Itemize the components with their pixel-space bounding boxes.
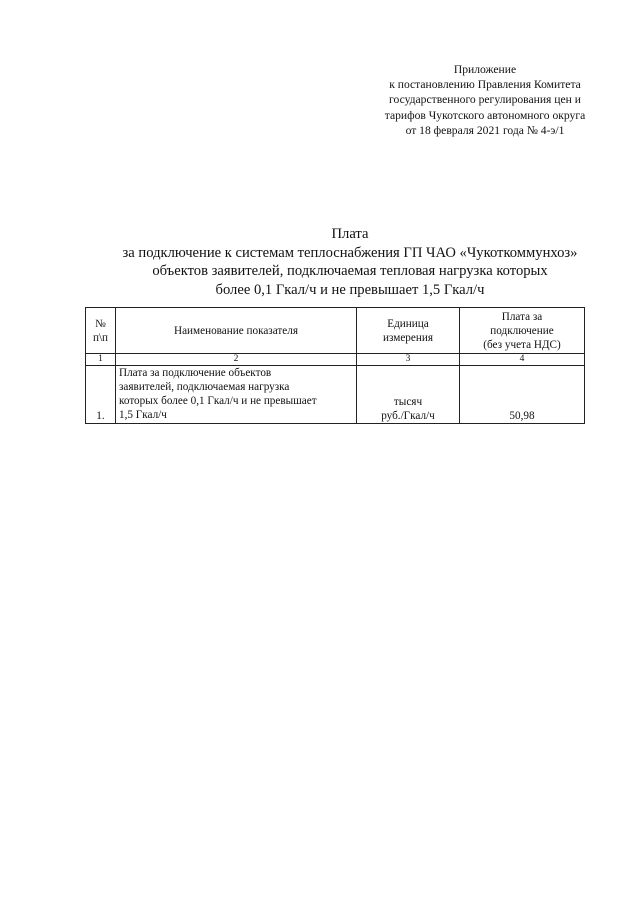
row-unit: тысяч руб./Гкал/ч xyxy=(357,366,460,424)
title-line: более 0,1 Гкал/ч и не превышает 1,5 Гкал/ч xyxy=(215,281,485,298)
index-cell: 3 xyxy=(357,354,460,366)
header-fee: Плата за подключение (без учета НДС) xyxy=(460,308,585,354)
row-indicator-name: Плата за подключение объектов заявителей, подключаемая нагрузка которых более 0,1 Гкал/ч и не превышает 1,5 Гкал/ч xyxy=(116,366,357,424)
index-cell: 1 xyxy=(86,354,116,366)
index-cell: 4 xyxy=(460,354,585,366)
table-index-row xyxy=(86,354,585,366)
appendix-line: от 18 февраля 2021 года № 4-э/1 xyxy=(405,123,565,137)
header-number: № п\п xyxy=(86,308,116,354)
row-number: 1. xyxy=(86,366,116,424)
title-line: объектов заявителей, подключаемая тепловая нагрузка которых xyxy=(152,263,548,280)
title-line: Плата xyxy=(331,226,369,242)
tariff-table xyxy=(85,307,585,424)
appendix-line: тарифов Чукотского автономного округа xyxy=(384,108,586,122)
table-row xyxy=(86,366,585,424)
title-line: за подключение к системам теплоснабжения ГП ЧАО «Чукоткоммунхоз» xyxy=(122,244,578,261)
table-header-row xyxy=(86,308,585,354)
document-title xyxy=(60,225,640,299)
row-fee-value: 50,98 xyxy=(460,366,585,424)
appendix-header xyxy=(340,62,630,138)
appendix-line: Приложение xyxy=(453,63,517,76)
appendix-line: к постановлению Правления Комитета xyxy=(389,78,581,92)
header-name: Наименование показателя xyxy=(116,308,357,354)
appendix-line: государственного регулирования цен и xyxy=(389,93,581,107)
index-cell: 2 xyxy=(116,354,357,366)
header-unit: Единица измерения xyxy=(357,308,460,354)
